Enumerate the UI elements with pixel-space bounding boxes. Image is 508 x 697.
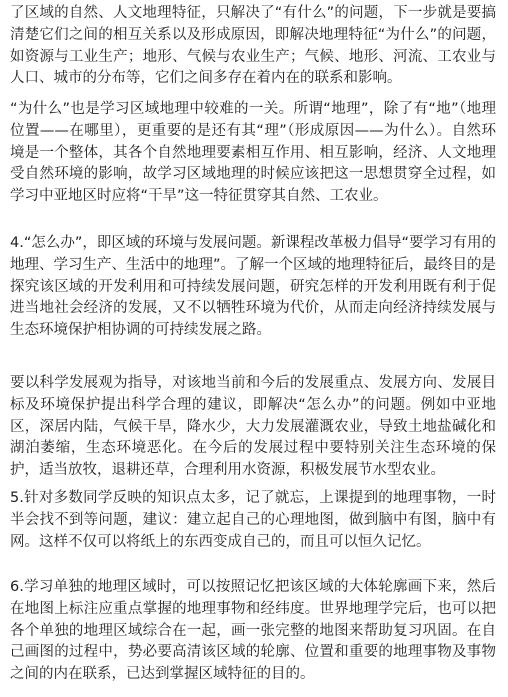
paragraph-scientific-development: 要以科学发展观为指导，对该地当前和今后的发展重点、发展方向、发展目标及环境保护提出科学合理的建议，即解决“怎么办”的问题。例如中亚地区，深居内陆，气候干旱，降水少，大力发展灌溉农业，导致土地盐碱化和湖泊萎缩，生态环境恶化。在今后的发展过程中要特别关注生态环境的保护，适当放牧，退耕还草，合理利用水资源，积极发展节水型农业。 bbox=[10, 375, 496, 479]
paragraph-relationships: 了区域的自然、人文地理特征，只解决了“有什么”的问题，下一步就是要搞清楚它们之间的相互关系以及形成原因，即解决地理特征“为什么”的问题，如资源与工业生产；地形、气候与农业生产；气候、地形、河流、工农业与人口、城市的分布等，它们之间多存在着内在的联系和影响。 bbox=[10, 5, 496, 87]
paragraph-how-to: 4.“怎么办”，即区域的环境与发展问题。新课程改革极力倡导“要学习有用的地理、学习生产、生活中的地理”。了解一个区域的地理特征后，最终目的是探究该区域的开发利用和可持续发展问题，研究怎样的开发利用既有利于促进当地社会经济的发展，又不以牺牲环境为代价，从而走向经济持续发展与生态环境保护相协调的可持续发展之路。 bbox=[10, 235, 497, 339]
paragraph-why: “为什么”也是学习区域地理中较难的一关。所谓“地理”，除了有“地”（地理位置——在哪里），更重要的是还有其“理”（形成原因——为什么）。自然环境是一个整体，其各个自然地理要素相互作用、相互影响，经济、人文地理受自然环境的影响，故学习区域地理的时候应该把这一思想贯穿全过程，如学习中亚地区时应将“干旱”这一特征贯穿其自然、工农业。 bbox=[10, 101, 496, 205]
paragraph-mental-map: 5.针对多数同学反映的知识点太多，记了就忘，上课提到的地理事物，一时半会找不到等问题，建议：建立起自己的心理地图，做到脑中有图，脑中有网。这样不仅可以将纸上的东西变成自己的，而且可以恒久记忆。 bbox=[10, 490, 496, 550]
paragraph-drawing-maps: 6.学习单独的地理区域时，可以按照记忆把该区域的大体轮廓画下来，然后在地图上标注应重点掌握的地理事物和经纬度。世界地理学完后，也可以把各个单独的地理区域综合在一起，画一张完整的地图来帮助复习巩固。在自己画图的过程中，势必要高清该区域的轮廓、位置和重要的地理事物及事物之间的内在联系，已达到掌握区域特征的目的。 bbox=[10, 579, 496, 683]
